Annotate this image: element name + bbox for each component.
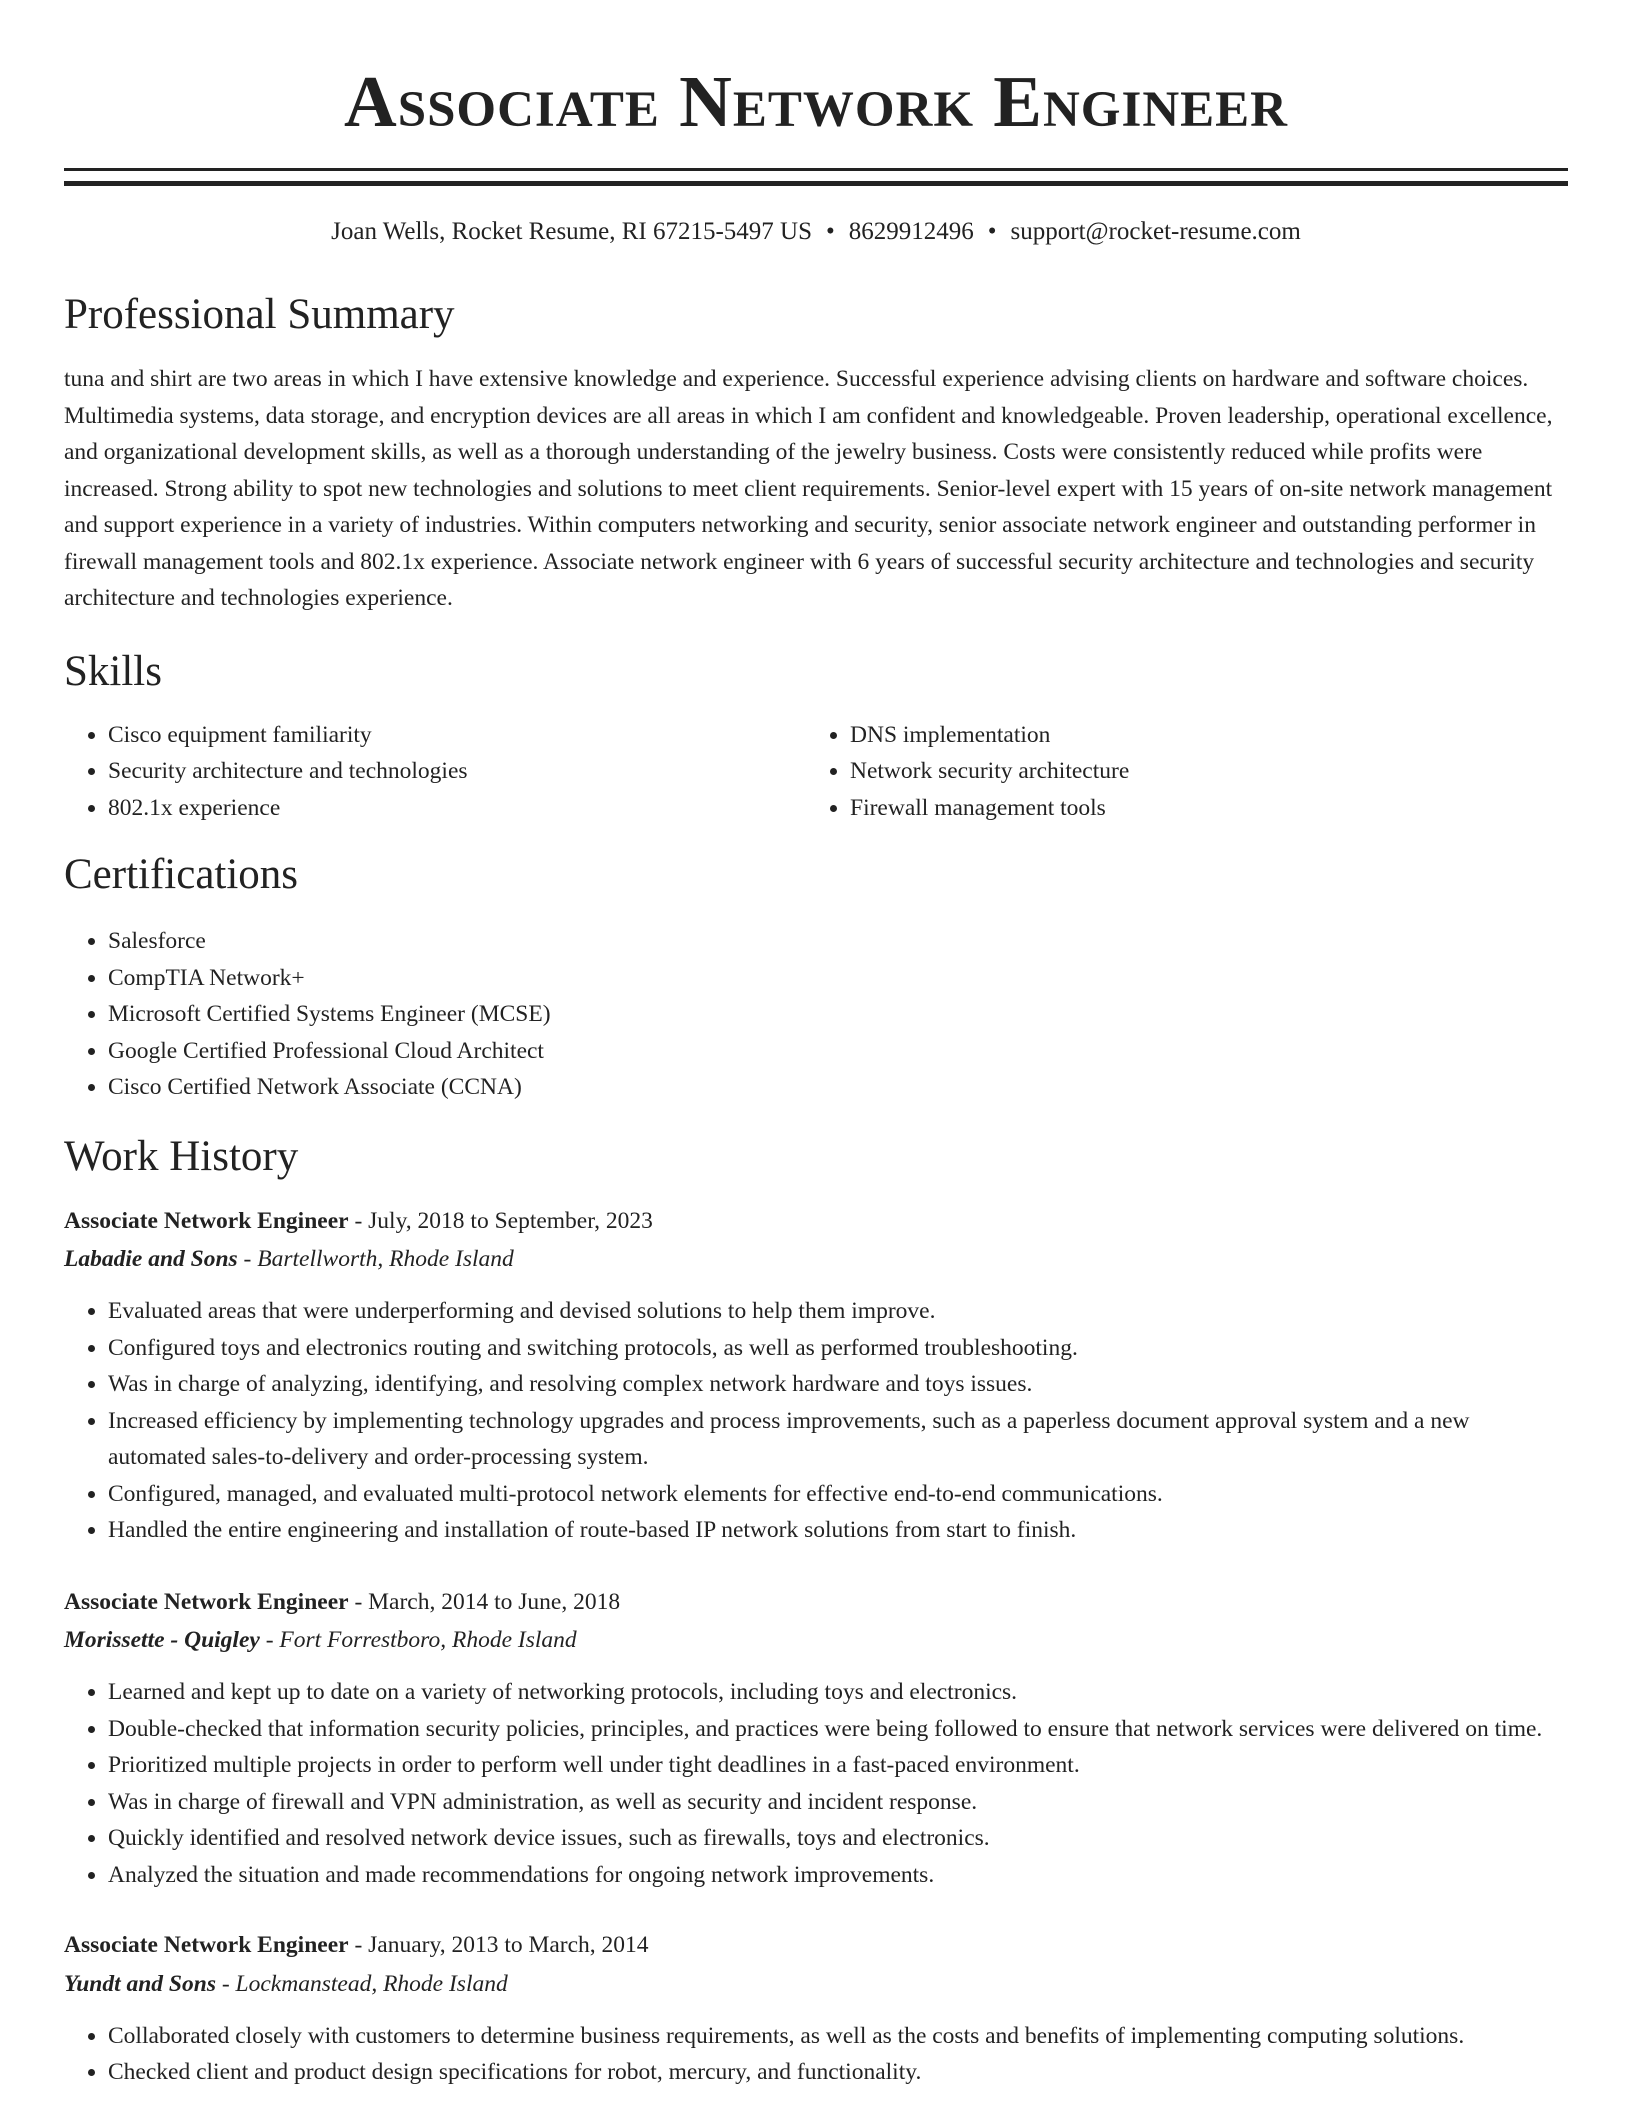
contact-separator: • [987, 218, 997, 245]
work-history-heading: Work History [64, 1132, 299, 1180]
job-duty-item: • Handled the entire engineering and installation of route-based IP network solutions from start to finish. [108, 1512, 1568, 1549]
certification-item: • CompTIA Network+ [108, 960, 1568, 997]
skill-item: • DNS implementation [850, 717, 1548, 754]
skill-item: • Cisco equipment familiarity [108, 717, 806, 754]
certifications-heading: Certifications [64, 851, 299, 898]
job-company: Morissette - Quigley [64, 1627, 260, 1653]
contact-email: support@rocket-resume.com [1010, 218, 1301, 245]
job-employer [64, 1239, 1568, 1279]
job-entry [64, 1927, 1568, 2091]
job-location: - Fort Forrestboro, Rhode Island [259, 1627, 577, 1653]
certification-item: • Cisco Certified Network Associate (CCNA) [108, 1069, 1568, 1106]
certification-item: • Salesforce [108, 923, 1568, 960]
job-dates: - March, 2014 to June, 2018 [348, 1588, 621, 1615]
summary-text: tuna and shirt are two areas in which I have extensive knowledge and experience. Successful experience advising clients on hardware and software choices. Multimedia systems, data storage, and encryption devices are all areas in which I am confident and knowledgeable. Proven leadership, operational excellence, and organizational development skills, as well as a thorough understanding of the jewelry business. Costs were consistently reduced while profits were increased. Strong ability to spot new technologies and solutions to meet client requirements. Senior-level expert with 15 years of on-site network management and support experience in a variety of industries. Within computers networking and security, senior associate network engineer and outstanding performer in firewall management tools and 802.1x experience. Associate network engineer with 6 years of successful security architecture and technologies and security architecture and technologies experience. [64, 366, 1553, 611]
skills-column-left [64, 717, 806, 827]
skill-item: • Firewall management tools [850, 790, 1548, 827]
job-duties [64, 1674, 1568, 1893]
contact-separator: • [826, 218, 835, 245]
job-duties [64, 2018, 1568, 2091]
resume-title: Associate Network Engineer [343, 61, 1289, 142]
resume-page [64, 0, 1568, 2091]
job-duty-item: • Was in charge of analyzing, identifying, and resolving complex network hardware and toys issues. [108, 1366, 1568, 1403]
job-role: Associate Network Engineer [64, 1207, 349, 1234]
contact-line [64, 217, 1568, 247]
skill-item: • 802.1x experience [108, 790, 806, 827]
job-location: - Bartellworth, Rhode Island [237, 1246, 514, 1272]
certifications-list [64, 923, 1568, 1106]
job-company: Yundt and Sons [64, 1970, 216, 1997]
job-duty-item: • Increased efficiency by implementing technology upgrades and process improvements, such as a paperless document approval system and a new automated sales-to-delivery and order-processing system. [108, 1403, 1568, 1476]
job-duty-item: • Prioritized multiple projects in order to perform well under tight deadlines in a fast-paced environment. [108, 1747, 1568, 1784]
contact-address: Joan Wells, Rocket Resume, RI 67215-5497 US [331, 218, 812, 245]
job-header [64, 1584, 1568, 1621]
job-duty-item: • Configured toys and electronics routing and switching protocols, as well as performed troubleshooting. [108, 1330, 1568, 1367]
job-duties [64, 1293, 1568, 1549]
job-duty-item: • Evaluated areas that were underperforming and devised solutions to help them improve. [108, 1293, 1568, 1330]
job-employer [64, 1620, 1568, 1660]
job-duty-item: • Collaborated closely with customers to determine business requirements, as well as the costs and benefits of implementing computing solutions. [108, 2018, 1568, 2055]
job-duty-item: • Quickly identified and resolved network device issues, such as firewalls, toys and electronics. [108, 1820, 1568, 1857]
job-duty-item: • Analyzed the situation and made recommendations for ongoing network improvements. [108, 1857, 1568, 1894]
certification-item: • Google Certified Professional Cloud Architect [108, 1033, 1568, 1070]
job-duty-item: • Configured, managed, and evaluated multi-protocol network elements for effective end-to-end communications. [108, 1476, 1568, 1513]
job-employer [64, 1964, 1568, 2004]
job-duty-item: • Checked client and product design specifications for robot, mercury, and functionality. [108, 2054, 1568, 2091]
job-role: Associate Network Engineer [64, 1588, 349, 1615]
skill-item: • Network security architecture [850, 753, 1548, 790]
skills-column-right [806, 717, 1548, 827]
job-duty-item: • Learned and kept up to date on a variety of networking protocols, including toys and electronics. [108, 1674, 1568, 1711]
job-entry [64, 1584, 1568, 1894]
job-header [64, 1203, 1568, 1240]
certification-item: • Microsoft Certified Systems Engineer (MCSE) [108, 996, 1568, 1033]
job-entry [64, 1203, 1568, 1549]
job-dates: - January, 2013 to March, 2014 [348, 1932, 649, 1958]
job-duty-item: • Double-checked that information security policies, principles, and practices were being followed to ensure that network services were delivered on time. [108, 1711, 1568, 1748]
job-dates: - July, 2018 to September, 2023 [348, 1207, 653, 1234]
summary-heading: Professional Summary [64, 291, 455, 338]
job-header [64, 1927, 1568, 1964]
job-company: Labadie and Sons [64, 1246, 238, 1272]
job-duty-item: • Was in charge of firewall and VPN administration, as well as security and incident response. [108, 1784, 1568, 1821]
skill-item: • Security architecture and technologies [108, 753, 806, 790]
title-divider [64, 168, 1568, 186]
skills-list [64, 717, 1568, 827]
contact-phone: 8629912496 [848, 218, 974, 245]
skills-heading: Skills [64, 647, 162, 695]
job-location: - Lockmanstead, Rhode Island [215, 1970, 508, 1997]
job-role: Associate Network Engineer [64, 1932, 349, 1958]
